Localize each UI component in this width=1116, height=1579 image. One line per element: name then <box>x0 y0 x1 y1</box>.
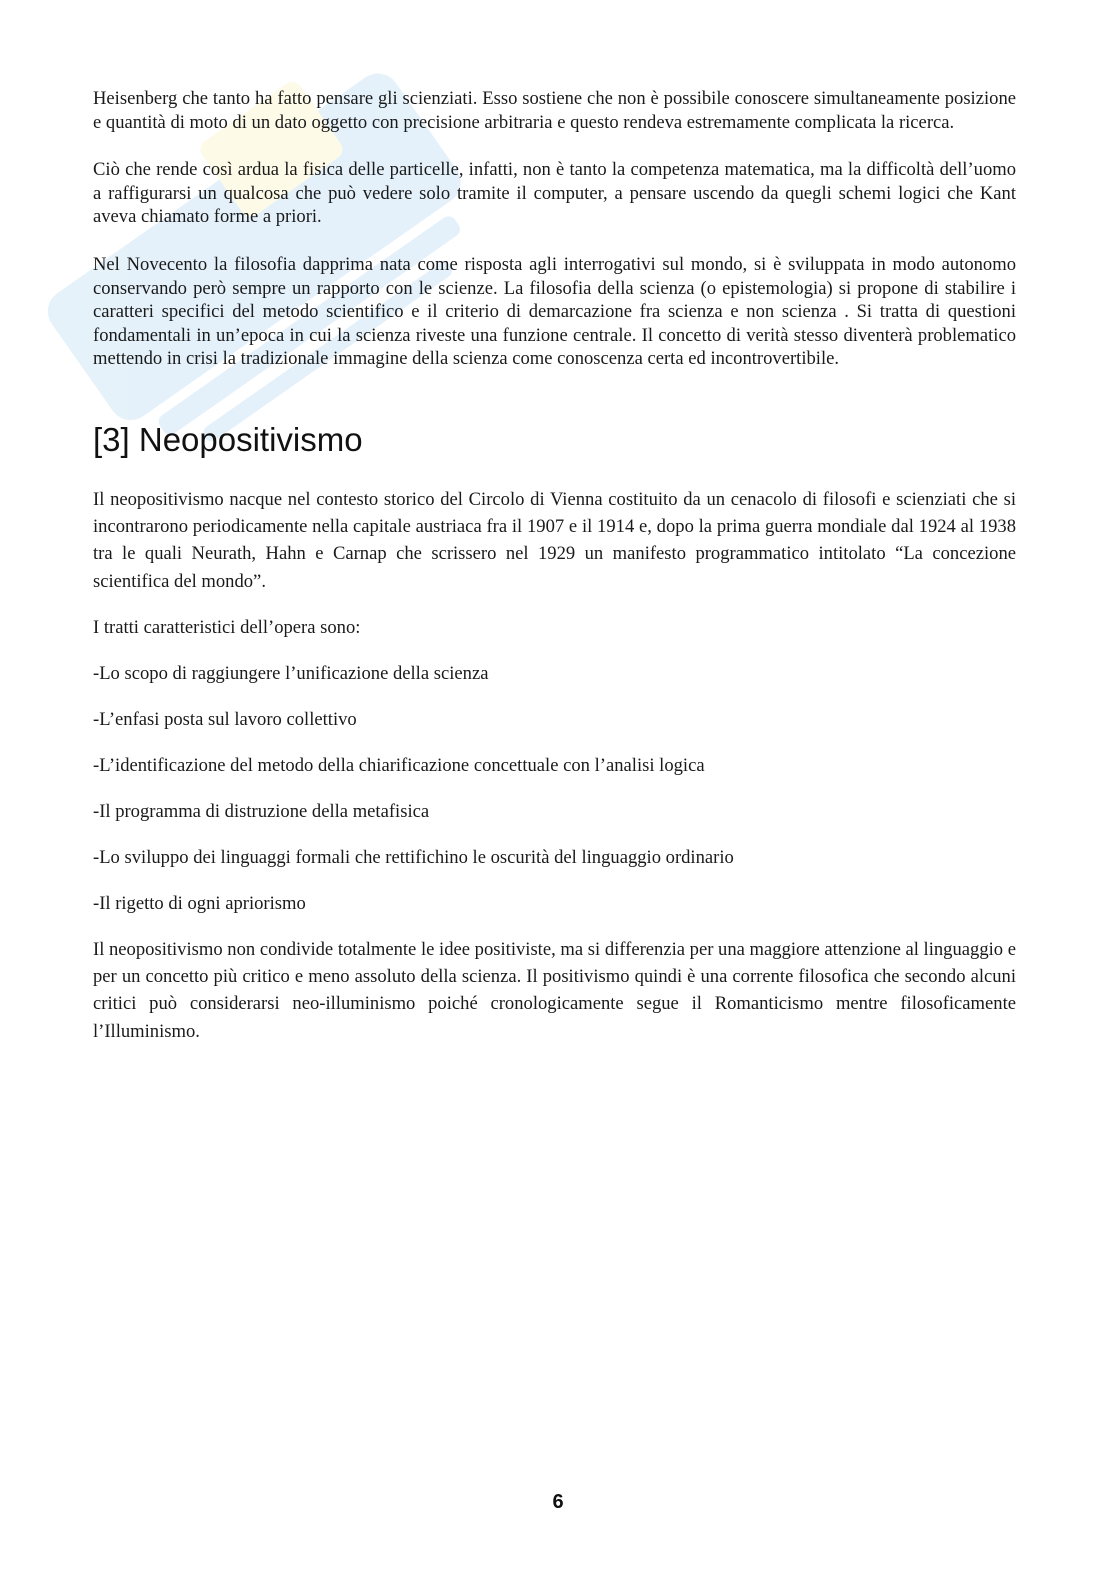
list-item: -Lo scopo di raggiungere l’unificazione della scienza <box>93 662 489 684</box>
paragraph-novecento: Nel Novecento la filosofia dapprima nata come risposta agli interrogativi sul mondo, si è sviluppata in modo autonomo conservando però sempre un rapporto con le scienze. La filosofia della scienza (o epistemologia) si propone di stabilire i caratteri specifici del metodo scientifico e il criterio di demarcazione fra scienza e non scienza . Si tratta di questioni fondamentali in un’epoca in cui la scienza riveste una funzione centrale. Il concetto di verità stesso diventerà problematico mettendo in crisi la tradizionale immagine della scienza come conoscenza certa ed incontrovertibile. <box>93 253 1016 370</box>
paragraph-neopositivismo-intro: Il neopositivismo nacque nel contesto storico del Circolo di Vienna costituito da un cenacolo di filosofi e scienziati che si incontrarono periodicamente nella capitale austriaca fra il 1907 e il 1914 e, dopo la prima guerra mondiale dal 1924 al 1938 tra le quali Neurath, Hahn e Carnap che scrissero nel 1929 un manifesto programmatico intitolato “La concezione scientifica del mondo”. <box>93 488 1016 592</box>
paragraph-heisenberg: Heisenberg che tanto ha fatto pensare gli scienziati. Esso sostiene che non è possibile conoscere simultaneamente posizione e quantità di moto di un dato oggetto con precisione arbitraria e questo rendeva estremamente complicata la ricerca. <box>93 88 1016 133</box>
section-heading: [3] Neopositivismo <box>93 420 363 458</box>
list-item: -L’identificazione del metodo della chiarificazione concettuale con l’analisi logica <box>93 754 705 776</box>
list-item: -L’enfasi posta sul lavoro collettivo <box>93 708 357 730</box>
page-number: 6 <box>552 1491 564 1513</box>
list-item: -Lo sviluppo dei linguaggi formali che rettifichino le oscurità del linguaggio ordinario <box>93 846 734 868</box>
list-item: -Il rigetto di ogni apriorismo <box>93 892 306 914</box>
list-item: -Il programma di distruzione della metafisica <box>93 800 430 822</box>
list-intro: I tratti caratteristici dell’opera sono: <box>93 616 361 638</box>
page-content <box>93 87 1016 1045</box>
paragraph-particle-physics: Ciò che rende così ardua la fisica delle particelle, infatti, non è tanto la competenza matematica, ma la difficoltà dell’uomo a raffigurarsi un qualcosa che può vedere solo tramite il computer, a pensare uscendo da quegli schemi logici che Kant aveva chiamato forme a priori. <box>93 159 1016 228</box>
traits-list <box>93 660 1016 917</box>
paragraph-closing: Il neopositivismo non condivide totalmente le idee positiviste, ma si differenzia per una maggiore attenzione al linguaggio e per un concetto più critico e meno assoluto della scienza. Il positivismo quindi è una corrente filosofica che secondo alcuni critici può considerarsi neo-illuminismo poiché cronologicamente segue il Romanticismo mentre filosoficamente l’Illuminismo. <box>93 938 1016 1042</box>
